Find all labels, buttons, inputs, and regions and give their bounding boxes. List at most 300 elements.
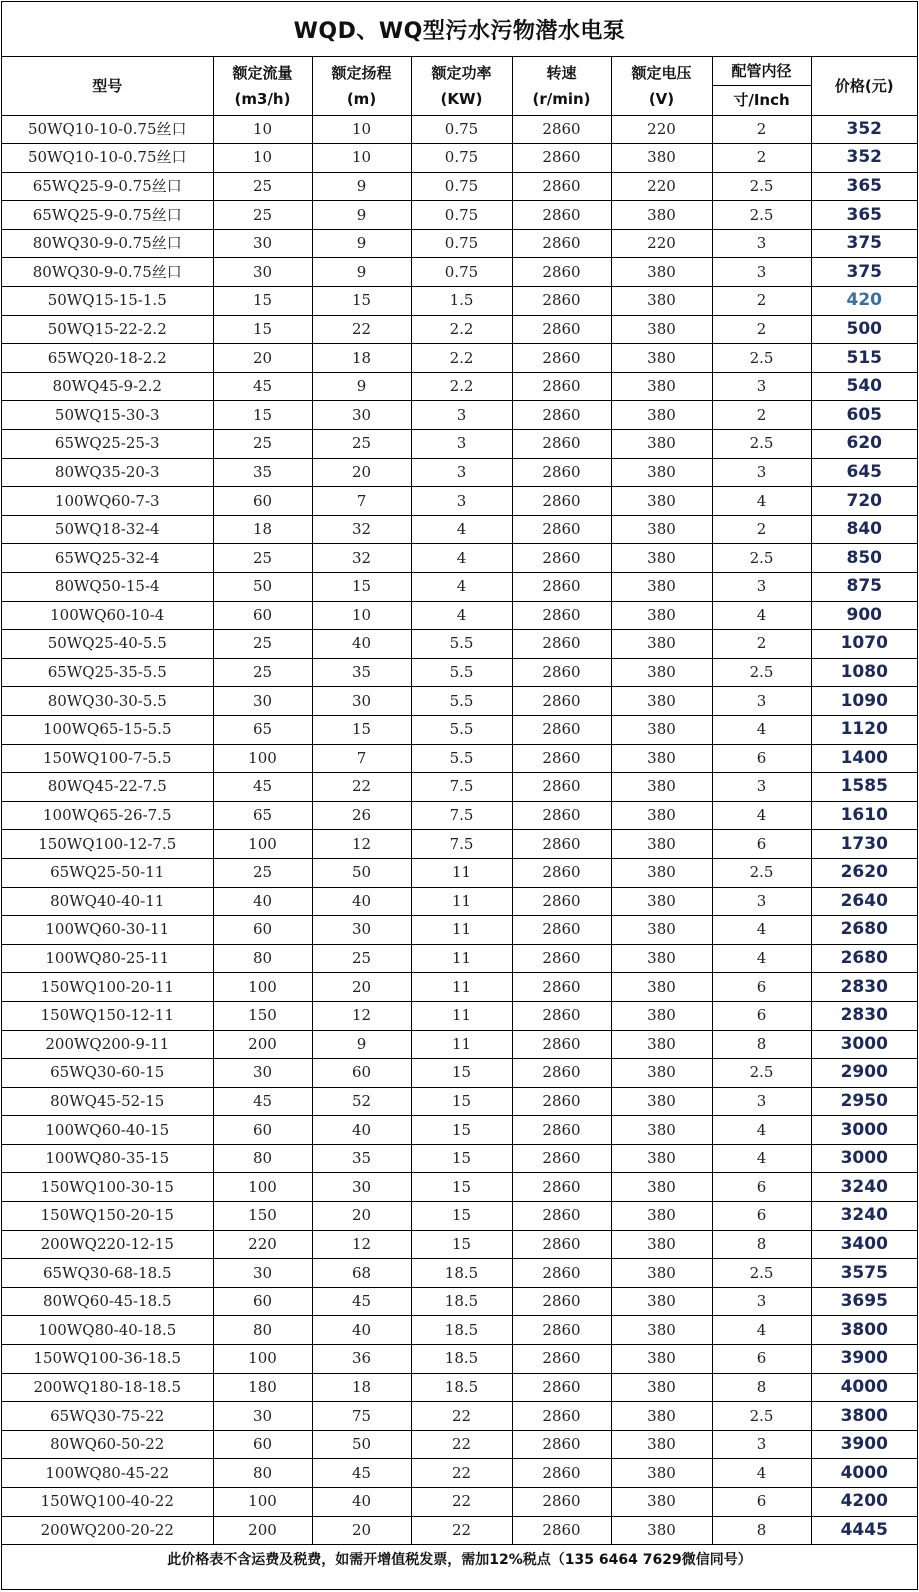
cell-model: 100WQ60-30-11 [2, 916, 213, 945]
cell-power: 2.2 [411, 344, 512, 373]
cell-head: 15 [312, 287, 411, 316]
cell-voltage: 380 [611, 773, 712, 802]
cell-pipe: 2.5 [712, 858, 811, 887]
cell-voltage: 380 [611, 1316, 712, 1345]
cell-head: 15 [312, 715, 411, 744]
cell-voltage: 380 [611, 1059, 712, 1088]
cell-speed: 2860 [512, 515, 611, 544]
cell-price: 840 [811, 515, 917, 544]
cell-power: 22 [411, 1488, 512, 1517]
cell-price: 2900 [811, 1059, 917, 1088]
cell-voltage: 380 [611, 144, 712, 173]
cell-price: 2620 [811, 858, 917, 887]
cell-power: 3 [411, 430, 512, 459]
cell-speed: 2860 [512, 1087, 611, 1116]
cell-power: 7.5 [411, 773, 512, 802]
cell-model: 200WQ200-9-11 [2, 1030, 213, 1059]
cell-model: 150WQ100-40-22 [2, 1488, 213, 1517]
cell-price: 2680 [811, 944, 917, 973]
cell-head: 40 [312, 887, 411, 916]
cell-head: 45 [312, 1287, 411, 1316]
cell-model: 100WQ80-40-18.5 [2, 1316, 213, 1345]
table-row [2, 458, 917, 487]
cell-flow: 100 [213, 1173, 312, 1202]
cell-pipe: 6 [712, 1488, 811, 1517]
cell-pipe: 4 [712, 601, 811, 630]
table-row [2, 201, 917, 230]
cell-model: 100WQ80-25-11 [2, 944, 213, 973]
cell-speed: 2860 [512, 630, 611, 659]
table-row [2, 1202, 917, 1231]
cell-price: 850 [811, 544, 917, 573]
cell-speed: 2860 [512, 458, 611, 487]
cell-price: 365 [811, 201, 917, 230]
cell-power: 4 [411, 573, 512, 602]
cell-head: 22 [312, 315, 411, 344]
col-header-power [411, 57, 512, 115]
cell-head: 60 [312, 1059, 411, 1088]
cell-model: 80WQ40-40-11 [2, 887, 213, 916]
cell-flow: 45 [213, 773, 312, 802]
cell-voltage: 380 [611, 744, 712, 773]
cell-price: 875 [811, 573, 917, 602]
cell-flow: 25 [213, 201, 312, 230]
cell-model: 65WQ25-25-3 [2, 430, 213, 459]
cell-pipe: 8 [712, 1516, 811, 1545]
cell-power: 7.5 [411, 830, 512, 859]
cell-price: 515 [811, 344, 917, 373]
cell-power: 15 [411, 1087, 512, 1116]
cell-head: 52 [312, 1087, 411, 1116]
cell-flow: 200 [213, 1030, 312, 1059]
cell-voltage: 380 [611, 1173, 712, 1202]
cell-model: 150WQ100-36-18.5 [2, 1345, 213, 1374]
cell-pipe: 2 [712, 515, 811, 544]
table-row [2, 1116, 917, 1145]
cell-voltage: 380 [611, 201, 712, 230]
table-row [2, 744, 917, 773]
col-header-pipe-label: 配管内径 [713, 57, 811, 86]
col-header-head-label: 额定扬程 [331, 63, 392, 82]
col-header-head [312, 57, 411, 115]
cell-head: 50 [312, 858, 411, 887]
cell-price: 645 [811, 458, 917, 487]
cell-pipe: 3 [712, 1087, 811, 1116]
cell-model: 65WQ25-35-5.5 [2, 658, 213, 687]
cell-voltage: 380 [611, 258, 712, 287]
cell-power: 0.75 [411, 258, 512, 287]
cell-flow: 18 [213, 515, 312, 544]
price-table [2, 57, 917, 1545]
cell-power: 18.5 [411, 1316, 512, 1345]
cell-speed: 2860 [512, 144, 611, 173]
cell-model: 50WQ10-10-0.75丝口 [2, 115, 213, 144]
cell-power: 0.75 [411, 201, 512, 230]
cell-flow: 80 [213, 1459, 312, 1488]
cell-voltage: 380 [611, 573, 712, 602]
cell-pipe: 4 [712, 715, 811, 744]
cell-head: 40 [312, 1316, 411, 1345]
cell-head: 12 [312, 1001, 411, 1030]
cell-head: 35 [312, 1144, 411, 1173]
cell-power: 15 [411, 1116, 512, 1145]
cell-speed: 2860 [512, 830, 611, 859]
cell-flow: 80 [213, 1144, 312, 1173]
table-row [2, 1144, 917, 1173]
cell-price: 4000 [811, 1459, 917, 1488]
cell-model: 100WQ65-26-7.5 [2, 801, 213, 830]
table-row [2, 344, 917, 373]
cell-head: 9 [312, 201, 411, 230]
cell-power: 11 [411, 1030, 512, 1059]
cell-power: 18.5 [411, 1345, 512, 1374]
cell-voltage: 380 [611, 1459, 712, 1488]
cell-price: 3695 [811, 1287, 917, 1316]
table-row [2, 858, 917, 887]
table-row [2, 144, 917, 173]
cell-pipe: 3 [712, 1287, 811, 1316]
cell-speed: 2860 [512, 1230, 611, 1259]
table-row [2, 1087, 917, 1116]
cell-price: 3800 [811, 1402, 917, 1431]
cell-model: 150WQ100-20-11 [2, 973, 213, 1002]
cell-speed: 2860 [512, 430, 611, 459]
cell-price: 2950 [811, 1087, 917, 1116]
cell-price: 620 [811, 430, 917, 459]
cell-speed: 2860 [512, 944, 611, 973]
cell-flow: 220 [213, 1230, 312, 1259]
cell-power: 4 [411, 601, 512, 630]
cell-speed: 2860 [512, 1345, 611, 1374]
cell-power: 18.5 [411, 1287, 512, 1316]
cell-speed: 2860 [512, 1459, 611, 1488]
cell-flow: 150 [213, 1202, 312, 1231]
cell-voltage: 380 [611, 487, 712, 516]
cell-flow: 65 [213, 715, 312, 744]
col-header-voltage [611, 57, 712, 115]
cell-flow: 60 [213, 487, 312, 516]
col-header-flow [213, 57, 312, 115]
table-row [2, 630, 917, 659]
table-row [2, 229, 917, 258]
col-header-power-label: 额定功率 [431, 63, 492, 82]
cell-speed: 2860 [512, 1202, 611, 1231]
cell-price: 605 [811, 401, 917, 430]
cell-flow: 60 [213, 1287, 312, 1316]
col-header-head-unit: (m) [346, 89, 377, 108]
table-row [2, 287, 917, 316]
cell-speed: 2860 [512, 1287, 611, 1316]
cell-speed: 2860 [512, 229, 611, 258]
cell-speed: 2860 [512, 687, 611, 716]
cell-speed: 2860 [512, 858, 611, 887]
cell-price: 1080 [811, 658, 917, 687]
cell-speed: 2860 [512, 1059, 611, 1088]
cell-flow: 30 [213, 258, 312, 287]
cell-power: 22 [411, 1430, 512, 1459]
cell-model: 50WQ18-32-4 [2, 515, 213, 544]
cell-speed: 2860 [512, 115, 611, 144]
cell-flow: 45 [213, 372, 312, 401]
cell-price: 1610 [811, 801, 917, 830]
cell-pipe: 2 [712, 630, 811, 659]
cell-power: 5.5 [411, 744, 512, 773]
cell-price: 3000 [811, 1030, 917, 1059]
table-row [2, 1373, 917, 1402]
cell-model: 200WQ180-18-18.5 [2, 1373, 213, 1402]
table-row [2, 916, 917, 945]
cell-model: 65WQ25-50-11 [2, 858, 213, 887]
col-header-speed-label: 转速 [546, 63, 577, 82]
cell-head: 35 [312, 658, 411, 687]
cell-flow: 25 [213, 172, 312, 201]
cell-flow: 200 [213, 1516, 312, 1545]
cell-voltage: 220 [611, 229, 712, 258]
cell-head: 32 [312, 515, 411, 544]
cell-model: 65WQ30-68-18.5 [2, 1259, 213, 1288]
cell-voltage: 380 [611, 601, 712, 630]
cell-head: 68 [312, 1259, 411, 1288]
cell-model: 80WQ60-50-22 [2, 1430, 213, 1459]
cell-voltage: 380 [611, 1230, 712, 1259]
cell-pipe: 3 [712, 372, 811, 401]
cell-flow: 25 [213, 544, 312, 573]
cell-flow: 100 [213, 973, 312, 1002]
cell-pipe: 2.5 [712, 658, 811, 687]
cell-flow: 60 [213, 916, 312, 945]
cell-flow: 30 [213, 1059, 312, 1088]
cell-flow: 60 [213, 601, 312, 630]
cell-price: 3240 [811, 1202, 917, 1231]
cell-model: 100WQ60-10-4 [2, 601, 213, 630]
table-row [2, 1459, 917, 1488]
cell-speed: 2860 [512, 544, 611, 573]
cell-model: 150WQ100-12-7.5 [2, 830, 213, 859]
cell-flow: 45 [213, 1087, 312, 1116]
table-row [2, 887, 917, 916]
cell-voltage: 380 [611, 1001, 712, 1030]
cell-price: 3400 [811, 1230, 917, 1259]
cell-head: 45 [312, 1459, 411, 1488]
cell-pipe: 4 [712, 1116, 811, 1145]
cell-speed: 2860 [512, 1488, 611, 1517]
cell-model: 100WQ60-7-3 [2, 487, 213, 516]
cell-model: 80WQ45-22-7.5 [2, 773, 213, 802]
cell-power: 11 [411, 1001, 512, 1030]
cell-model: 80WQ30-9-0.75丝口 [2, 258, 213, 287]
cell-price: 3000 [811, 1144, 917, 1173]
cell-voltage: 220 [611, 172, 712, 201]
cell-flow: 50 [213, 573, 312, 602]
cell-head: 25 [312, 430, 411, 459]
cell-price: 1120 [811, 715, 917, 744]
cell-power: 18.5 [411, 1373, 512, 1402]
cell-price: 540 [811, 372, 917, 401]
cell-pipe: 4 [712, 487, 811, 516]
cell-power: 4 [411, 544, 512, 573]
cell-model: 100WQ80-45-22 [2, 1459, 213, 1488]
cell-flow: 60 [213, 1116, 312, 1145]
table-row [2, 401, 917, 430]
cell-flow: 25 [213, 630, 312, 659]
cell-pipe: 3 [712, 1430, 811, 1459]
cell-flow: 80 [213, 1316, 312, 1345]
cell-head: 20 [312, 973, 411, 1002]
cell-voltage: 380 [611, 630, 712, 659]
cell-voltage: 380 [611, 401, 712, 430]
cell-voltage: 380 [611, 544, 712, 573]
cell-price: 4000 [811, 1373, 917, 1402]
cell-model: 80WQ30-30-5.5 [2, 687, 213, 716]
cell-flow: 30 [213, 229, 312, 258]
cell-pipe: 3 [712, 229, 811, 258]
cell-model: 80WQ50-15-4 [2, 573, 213, 602]
cell-price: 3575 [811, 1259, 917, 1288]
cell-price: 1090 [811, 687, 917, 716]
col-header-power-unit: (KW) [440, 89, 483, 108]
cell-speed: 2860 [512, 201, 611, 230]
cell-model: 100WQ80-35-15 [2, 1144, 213, 1173]
cell-head: 30 [312, 1173, 411, 1202]
cell-power: 2.2 [411, 372, 512, 401]
cell-head: 30 [312, 916, 411, 945]
table-row [2, 658, 917, 687]
cell-speed: 2860 [512, 1144, 611, 1173]
cell-voltage: 380 [611, 687, 712, 716]
cell-voltage: 380 [611, 973, 712, 1002]
cell-pipe: 3 [712, 687, 811, 716]
cell-flow: 20 [213, 344, 312, 373]
table-row [2, 258, 917, 287]
cell-head: 18 [312, 344, 411, 373]
cell-head: 12 [312, 1230, 411, 1259]
cell-pipe: 6 [712, 744, 811, 773]
col-header-voltage-unit: (V) [648, 89, 675, 108]
col-header-voltage-label: 额定电压 [631, 63, 692, 82]
cell-voltage: 380 [611, 858, 712, 887]
cell-pipe: 8 [712, 1230, 811, 1259]
table-row [2, 973, 917, 1002]
cell-power: 11 [411, 858, 512, 887]
cell-flow: 60 [213, 1430, 312, 1459]
cell-flow: 80 [213, 944, 312, 973]
cell-model: 65WQ25-9-0.75丝口 [2, 201, 213, 230]
cell-head: 40 [312, 1116, 411, 1145]
table-row [2, 430, 917, 459]
cell-power: 22 [411, 1459, 512, 1488]
cell-head: 26 [312, 801, 411, 830]
cell-power: 1.5 [411, 287, 512, 316]
cell-pipe: 4 [712, 1316, 811, 1345]
cell-power: 11 [411, 973, 512, 1002]
cell-pipe: 2 [712, 315, 811, 344]
cell-voltage: 380 [611, 944, 712, 973]
cell-speed: 2860 [512, 1173, 611, 1202]
cell-pipe: 2 [712, 115, 811, 144]
table-row [2, 1030, 917, 1059]
cell-model: 100WQ65-15-5.5 [2, 715, 213, 744]
cell-price: 1070 [811, 630, 917, 659]
cell-price: 4445 [811, 1516, 917, 1545]
table-row [2, 544, 917, 573]
cell-pipe: 2.5 [712, 1059, 811, 1088]
cell-power: 4 [411, 515, 512, 544]
cell-model: 200WQ220-12-15 [2, 1230, 213, 1259]
cell-flow: 180 [213, 1373, 312, 1402]
cell-voltage: 380 [611, 916, 712, 945]
col-header-flow-label: 额定流量 [232, 63, 293, 82]
table-row [2, 1059, 917, 1088]
cell-pipe: 2 [712, 144, 811, 173]
cell-flow: 25 [213, 430, 312, 459]
cell-voltage: 380 [611, 1373, 712, 1402]
cell-model: 65WQ30-60-15 [2, 1059, 213, 1088]
cell-head: 20 [312, 458, 411, 487]
table-row [2, 1345, 917, 1374]
cell-voltage: 380 [611, 1116, 712, 1145]
cell-head: 9 [312, 258, 411, 287]
cell-power: 5.5 [411, 630, 512, 659]
cell-price: 720 [811, 487, 917, 516]
cell-power: 3 [411, 458, 512, 487]
cell-model: 50WQ15-15-1.5 [2, 287, 213, 316]
table-row [2, 1173, 917, 1202]
cell-model: 65WQ30-75-22 [2, 1402, 213, 1431]
cell-head: 22 [312, 773, 411, 802]
cell-voltage: 380 [611, 287, 712, 316]
table-row [2, 515, 917, 544]
cell-flow: 15 [213, 315, 312, 344]
cell-pipe: 6 [712, 830, 811, 859]
table-row [2, 487, 917, 516]
cell-power: 15 [411, 1173, 512, 1202]
cell-flow: 100 [213, 830, 312, 859]
table-row [2, 601, 917, 630]
table-row [2, 1402, 917, 1431]
cell-voltage: 380 [611, 372, 712, 401]
cell-head: 25 [312, 944, 411, 973]
cell-model: 200WQ200-20-22 [2, 1516, 213, 1545]
cell-price: 500 [811, 315, 917, 344]
cell-model: 65WQ20-18-2.2 [2, 344, 213, 373]
cell-pipe: 6 [712, 1173, 811, 1202]
cell-voltage: 380 [611, 887, 712, 916]
cell-pipe: 2.5 [712, 1402, 811, 1431]
col-header-flow-unit: (m3/h) [234, 89, 291, 108]
cell-power: 22 [411, 1402, 512, 1431]
cell-voltage: 380 [611, 315, 712, 344]
cell-power: 0.75 [411, 115, 512, 144]
cell-pipe: 6 [712, 1345, 811, 1374]
cell-head: 75 [312, 1402, 411, 1431]
col-header-price: 价格(元) [811, 57, 917, 115]
cell-speed: 2860 [512, 258, 611, 287]
cell-speed: 2860 [512, 1030, 611, 1059]
cell-voltage: 380 [611, 658, 712, 687]
cell-pipe: 6 [712, 1001, 811, 1030]
cell-head: 36 [312, 1345, 411, 1374]
cell-head: 10 [312, 115, 411, 144]
cell-pipe: 2.5 [712, 344, 811, 373]
cell-pipe: 2 [712, 401, 811, 430]
cell-model: 80WQ35-20-3 [2, 458, 213, 487]
cell-head: 12 [312, 830, 411, 859]
table-row [2, 830, 917, 859]
cell-model: 150WQ100-30-15 [2, 1173, 213, 1202]
cell-flow: 65 [213, 801, 312, 830]
cell-speed: 2860 [512, 1001, 611, 1030]
cell-model: 150WQ150-12-11 [2, 1001, 213, 1030]
